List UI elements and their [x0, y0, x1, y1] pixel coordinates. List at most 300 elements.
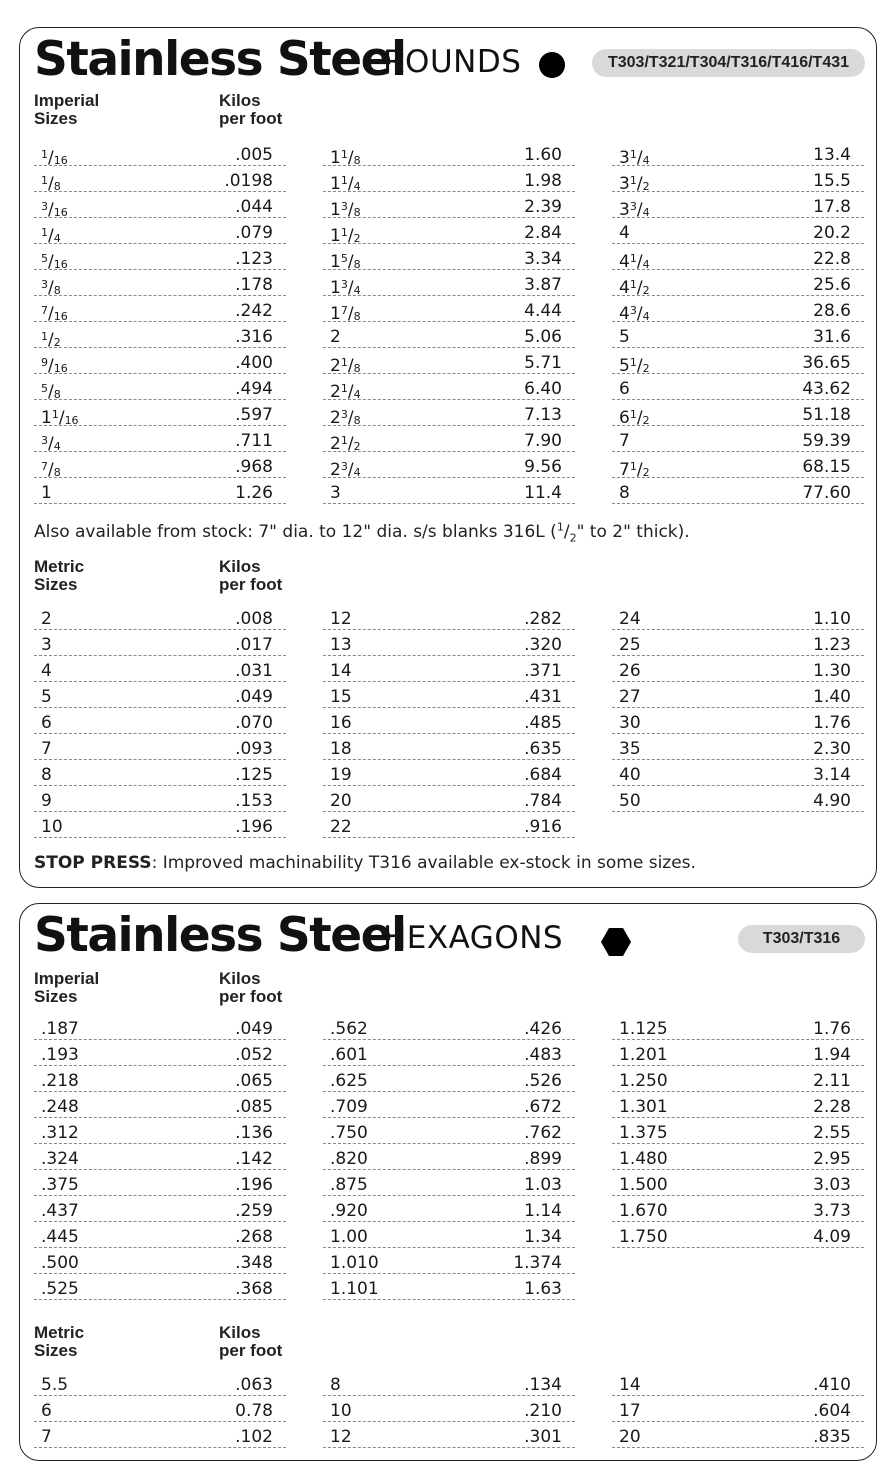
hexagons-metric-col-2: [323, 1370, 575, 1448]
hexagons-metric-col-1: [34, 1370, 286, 1448]
table-row: [323, 630, 575, 656]
kilos-cell: .031: [235, 661, 273, 681]
kilos-cell: .196: [235, 817, 273, 837]
kilos-cell: 1.63: [524, 1279, 562, 1299]
kilos-cell: .008: [235, 609, 273, 629]
table-row: [612, 1196, 864, 1222]
kilos-cell: .371: [524, 661, 562, 681]
table-row: [34, 812, 286, 838]
table-row: [323, 682, 575, 708]
kilos-cell: .268: [235, 1227, 273, 1247]
table-row: [34, 682, 286, 708]
size-cell: .562: [330, 1019, 368, 1039]
table-row: [34, 140, 286, 166]
table-row: [323, 760, 575, 786]
size-cell: 6: [41, 1401, 52, 1421]
size-cell: 1.480: [619, 1149, 668, 1169]
table-row: [323, 1014, 575, 1040]
kilos-cell: .065: [235, 1071, 273, 1091]
kilos-cell: .526: [524, 1071, 562, 1091]
kilos-cell: 11.4: [524, 483, 562, 503]
header-line: Metric: [34, 557, 85, 576]
table-row: [612, 630, 864, 656]
table-row: [612, 708, 864, 734]
kilos-cell: 36.65: [802, 353, 851, 373]
size-cell: 5: [619, 327, 630, 347]
table-row: [612, 1092, 864, 1118]
table-row: [323, 400, 575, 426]
table-row: [612, 682, 864, 708]
size-cell: $7^1/_2$: [619, 460, 650, 480]
table-row: [612, 244, 864, 270]
kilos-cell: .597: [235, 405, 273, 425]
table-row: [612, 1040, 864, 1066]
size-cell: $2^3/_8$: [330, 408, 361, 428]
table-row: [323, 322, 575, 348]
table-row: [34, 1196, 286, 1222]
kilos-cell: .079: [235, 223, 273, 243]
size-cell: 1.750: [619, 1227, 668, 1247]
table-row: [612, 1066, 864, 1092]
table-row: [34, 760, 286, 786]
table-row: [323, 1396, 575, 1422]
size-cell: 17: [619, 1401, 641, 1421]
rounds-panel: [19, 27, 877, 888]
header-line: Sizes: [34, 575, 78, 594]
kilos-cell: 1.76: [813, 1019, 851, 1039]
kilos-cell: 13.4: [813, 145, 851, 165]
kilos-cell: 6.40: [524, 379, 562, 399]
table-row: [34, 270, 286, 296]
kilos-cell: .483: [524, 1045, 562, 1065]
table-row: [612, 140, 864, 166]
table-row: [612, 1014, 864, 1040]
size-cell: 9: [41, 791, 52, 811]
kilos-cell: .259: [235, 1201, 273, 1221]
table-row: [612, 604, 864, 630]
rounds-metric-col-3: [612, 604, 864, 812]
rounds-stock-note: [34, 516, 690, 549]
size-cell: 2: [41, 609, 52, 629]
size-cell: 1.101: [330, 1279, 379, 1299]
table-row: [612, 1396, 864, 1422]
table-row: [34, 218, 286, 244]
kilos-cell: 1.60: [524, 145, 562, 165]
size-cell: 25: [619, 635, 641, 655]
size-cell: 12: [330, 609, 352, 629]
kilos-cell: .049: [235, 1019, 273, 1039]
hexagons-imperial-kilos-header: [219, 970, 282, 1006]
kilos-cell: 5.06: [524, 327, 562, 347]
kilos-cell: .684: [524, 765, 562, 785]
table-row: [323, 166, 575, 192]
kilos-cell: .242: [235, 301, 273, 321]
table-row: [323, 140, 575, 166]
size-cell: $^7/_8$: [41, 460, 61, 480]
kilos-cell: 20.2: [813, 223, 851, 243]
rounds-imperial-col-1: [34, 140, 286, 504]
header-line: Sizes: [34, 109, 78, 128]
kilos-cell: 1.14: [524, 1201, 562, 1221]
kilos-cell: 3.14: [813, 765, 851, 785]
table-row: [612, 1370, 864, 1396]
table-row: [34, 1274, 286, 1300]
table-row: [34, 1422, 286, 1448]
table-row: [612, 734, 864, 760]
size-cell: $^3/_{16}$: [41, 200, 68, 220]
table-row: [34, 708, 286, 734]
rounds-imperial-col-3: [612, 140, 864, 504]
kilos-cell: 77.60: [802, 483, 851, 503]
size-cell: 30: [619, 713, 641, 733]
table-row: [323, 1118, 575, 1144]
size-cell: .445: [41, 1227, 79, 1247]
size-cell: 1.250: [619, 1071, 668, 1091]
table-row: [323, 1196, 575, 1222]
kilos-cell: .052: [235, 1045, 273, 1065]
size-cell: .312: [41, 1123, 79, 1143]
stop-press-text: : Improved machinability T316 available ex-stock in some sizes.: [151, 853, 696, 873]
size-cell: .525: [41, 1279, 79, 1299]
size-cell: .625: [330, 1071, 368, 1091]
kilos-cell: 9.56: [524, 457, 562, 477]
size-cell: .500: [41, 1253, 79, 1273]
hexagons-imperial-col-2: [323, 1014, 575, 1300]
kilos-cell: .049: [235, 687, 273, 707]
table-row: [323, 1170, 575, 1196]
size-cell: 14: [330, 661, 352, 681]
kilos-cell: .063: [235, 1375, 273, 1395]
size-cell: 1.010: [330, 1253, 379, 1273]
kilos-cell: .136: [235, 1123, 273, 1143]
kilos-cell: 1.76: [813, 713, 851, 733]
kilos-cell: .005: [235, 145, 273, 165]
table-row: [34, 192, 286, 218]
kilos-cell: 2.11: [813, 1071, 851, 1091]
table-row: [323, 1144, 575, 1170]
size-cell: 14: [619, 1375, 641, 1395]
size-cell: 5.5: [41, 1375, 69, 1395]
size-cell: $1^3/_8$: [330, 200, 361, 220]
kilos-cell: .316: [235, 327, 273, 347]
table-row: [612, 400, 864, 426]
size-cell: 50: [619, 791, 641, 811]
size-cell: 7: [41, 739, 52, 759]
kilos-cell: .672: [524, 1097, 562, 1117]
kilos-cell: 1.26: [235, 483, 273, 503]
hexagons-grades-badge: T303/T316: [738, 925, 865, 953]
table-row: [34, 1040, 286, 1066]
size-cell: 10: [330, 1401, 352, 1421]
size-cell: .218: [41, 1071, 79, 1091]
hexagons-metric-size-header: [34, 1324, 84, 1360]
header-line: Metric: [34, 1323, 85, 1342]
kilos-cell: 1.40: [813, 687, 851, 707]
rounds-metric-col-2: [323, 604, 575, 838]
size-cell: 2: [330, 327, 341, 347]
size-cell: 18: [330, 739, 352, 759]
header-line: per foot: [219, 987, 283, 1006]
table-row: [34, 1092, 286, 1118]
rounds-grades-badge: T303/T321/T304/T316/T416/T431: [592, 49, 865, 77]
size-cell: 20: [619, 1427, 641, 1447]
kilos-cell: .102: [235, 1427, 273, 1447]
kilos-cell: .282: [524, 609, 562, 629]
kilos-cell: .426: [524, 1019, 562, 1039]
size-cell: 5: [41, 687, 52, 707]
table-row: [612, 656, 864, 682]
table-row: [612, 166, 864, 192]
size-cell: 1.201: [619, 1045, 668, 1065]
table-row: [323, 1066, 575, 1092]
kilos-cell: .070: [235, 713, 273, 733]
table-row: [612, 760, 864, 786]
size-cell: $4^1/_2$: [619, 278, 650, 298]
hexagons-metric-kilos-header: [219, 1324, 282, 1360]
table-row: [323, 296, 575, 322]
header-line: Kilos: [219, 91, 261, 110]
size-cell: .187: [41, 1019, 79, 1039]
table-row: [323, 374, 575, 400]
rounds-imperial-kilos-header: [219, 92, 282, 128]
table-row: [34, 786, 286, 812]
size-cell: 7: [619, 431, 630, 451]
header-line: Kilos: [219, 969, 261, 988]
size-cell: 24: [619, 609, 641, 629]
table-row: [34, 296, 286, 322]
kilos-cell: 2.30: [813, 739, 851, 759]
table-row: [323, 708, 575, 734]
size-cell: 40: [619, 765, 641, 785]
size-cell: $2^1/_8$: [330, 356, 361, 376]
size-cell: $1^5/_8$: [330, 252, 361, 272]
size-cell: .750: [330, 1123, 368, 1143]
table-row: [323, 812, 575, 838]
size-cell: .709: [330, 1097, 368, 1117]
table-row: [34, 604, 286, 630]
table-row: [34, 734, 286, 760]
size-cell: $^5/_8$: [41, 382, 61, 402]
kilos-cell: .916: [524, 817, 562, 837]
hexagons-subtitle: HEXAGONS: [383, 920, 564, 956]
hexagons-imperial-size-header: [34, 970, 99, 1006]
size-cell: 15: [330, 687, 352, 707]
hexagons-metric-col-3: [612, 1370, 864, 1448]
kilos-cell: 59.39: [802, 431, 851, 451]
kilos-cell: 31.6: [813, 327, 851, 347]
size-cell: .248: [41, 1097, 79, 1117]
kilos-cell: .899: [524, 1149, 562, 1169]
table-row: [34, 1118, 286, 1144]
kilos-cell: .835: [813, 1427, 851, 1447]
table-row: [323, 244, 575, 270]
kilos-cell: 22.8: [813, 249, 851, 269]
kilos-cell: 1.23: [813, 635, 851, 655]
kilos-cell: .485: [524, 713, 562, 733]
size-cell: $^7/_{16}$: [41, 304, 68, 324]
kilos-cell: 17.8: [813, 197, 851, 217]
kilos-cell: .196: [235, 1175, 273, 1195]
hexagon-bar-icon: [600, 926, 632, 958]
table-row: [612, 1118, 864, 1144]
kilos-cell: 2.39: [524, 197, 562, 217]
size-cell: .601: [330, 1045, 368, 1065]
kilos-cell: 51.18: [802, 405, 851, 425]
kilos-cell: 4.44: [524, 301, 562, 321]
size-cell: 1.301: [619, 1097, 668, 1117]
table-row: [323, 1092, 575, 1118]
table-row: [34, 166, 286, 192]
header-line: per foot: [219, 1341, 283, 1360]
size-cell: .193: [41, 1045, 79, 1065]
table-row: [323, 604, 575, 630]
size-cell: 27: [619, 687, 641, 707]
header-line: Kilos: [219, 557, 261, 576]
kilos-cell: 1.34: [524, 1227, 562, 1247]
kilos-cell: .348: [235, 1253, 273, 1273]
table-row: [34, 1170, 286, 1196]
table-row: [34, 1370, 286, 1396]
table-row: [612, 786, 864, 812]
table-row: [323, 1274, 575, 1300]
header-line: Kilos: [219, 1323, 261, 1342]
header-line: per foot: [219, 575, 283, 594]
size-cell: 19: [330, 765, 352, 785]
size-cell: 13: [330, 635, 352, 655]
hexagons-title: Stainless Steel: [34, 908, 406, 963]
kilos-cell: 0.78: [235, 1401, 273, 1421]
kilos-cell: 1.30: [813, 661, 851, 681]
round-bar-icon: [539, 52, 565, 78]
size-cell: 4: [619, 223, 630, 243]
kilos-cell: 2.28: [813, 1097, 851, 1117]
kilos-cell: 3.87: [524, 275, 562, 295]
kilos-cell: 15.5: [813, 171, 851, 191]
kilos-cell: .784: [524, 791, 562, 811]
kilos-cell: .494: [235, 379, 273, 399]
size-cell: 7: [41, 1427, 52, 1447]
rounds-metric-size-header: [34, 558, 84, 594]
size-cell: 1.125: [619, 1019, 668, 1039]
table-row: [323, 452, 575, 478]
table-row: [323, 786, 575, 812]
kilos-cell: 1.94: [813, 1045, 851, 1065]
size-cell: $4^3/_4$: [619, 304, 650, 324]
size-cell: $2^1/_2$: [330, 434, 361, 454]
table-row: [612, 192, 864, 218]
kilos-cell: .968: [235, 457, 273, 477]
table-row: [323, 1222, 575, 1248]
header-line: per foot: [219, 109, 283, 128]
size-cell: 10: [41, 817, 63, 837]
size-cell: $1^7/_8$: [330, 304, 361, 324]
size-cell: .375: [41, 1175, 79, 1195]
kilos-cell: 3.34: [524, 249, 562, 269]
size-cell: .920: [330, 1201, 368, 1221]
rounds-imperial-col-2: [323, 140, 575, 504]
table-row: [34, 478, 286, 504]
kilos-cell: .368: [235, 1279, 273, 1299]
header-line: Imperial: [34, 969, 100, 988]
rounds-metric-col-1: [34, 604, 286, 838]
kilos-cell: 4.90: [813, 791, 851, 811]
table-row: [34, 656, 286, 682]
kilos-cell: 1.03: [524, 1175, 562, 1195]
kilos-cell: 1.10: [813, 609, 851, 629]
kilos-cell: 1.98: [524, 171, 562, 191]
kilos-cell: 68.15: [802, 457, 851, 477]
table-row: [612, 452, 864, 478]
size-cell: 20: [330, 791, 352, 811]
size-cell: $4^1/_4$: [619, 252, 650, 272]
table-row: [323, 218, 575, 244]
kilos-cell: 1.374: [513, 1253, 562, 1273]
size-cell: $2^3/_4$: [330, 460, 361, 480]
kilos-cell: .301: [524, 1427, 562, 1447]
table-row: [34, 348, 286, 374]
size-cell: $1^1/_2$: [330, 226, 361, 246]
kilos-cell: .400: [235, 353, 273, 373]
size-cell: 6: [619, 379, 630, 399]
table-row: [612, 296, 864, 322]
table-row: [34, 630, 286, 656]
table-row: [34, 1144, 286, 1170]
size-cell: $^1/_8$: [41, 174, 61, 194]
kilos-cell: .142: [235, 1149, 273, 1169]
kilos-cell: 43.62: [802, 379, 851, 399]
size-cell: 1: [41, 483, 52, 503]
header-line: Sizes: [34, 1341, 78, 1360]
table-row: [612, 374, 864, 400]
size-cell: 3: [330, 483, 341, 503]
size-cell: $^9/_{16}$: [41, 356, 68, 376]
rounds-title: Stainless Steel: [34, 32, 406, 87]
table-row: [323, 1040, 575, 1066]
table-row: [612, 478, 864, 504]
table-row: [612, 426, 864, 452]
table-row: [323, 1370, 575, 1396]
size-cell: $3^3/_4$: [619, 200, 650, 220]
size-cell: 1.670: [619, 1201, 668, 1221]
size-cell: $^1/_2$: [41, 330, 61, 350]
kilos-cell: .178: [235, 275, 273, 295]
rounds-subtitle: ROUNDS: [383, 44, 522, 80]
table-row: [323, 192, 575, 218]
kilos-cell: .635: [524, 739, 562, 759]
header-line: Imperial: [34, 91, 100, 110]
size-cell: $^5/_{16}$: [41, 252, 68, 272]
kilos-cell: .085: [235, 1097, 273, 1117]
table-row: [34, 1248, 286, 1274]
kilos-cell: 4.09: [813, 1227, 851, 1247]
table-row: [34, 1014, 286, 1040]
kilos-cell: .210: [524, 1401, 562, 1421]
kilos-cell: .410: [813, 1375, 851, 1395]
kilos-cell: .320: [524, 635, 562, 655]
size-cell: 6: [41, 713, 52, 733]
size-cell: 26: [619, 661, 641, 681]
size-cell: $3^1/_2$: [619, 174, 650, 194]
size-cell: $^1/_{16}$: [41, 148, 68, 168]
table-row: [612, 270, 864, 296]
rounds-imperial-size-header: [34, 92, 99, 128]
size-cell: $^1/_4$: [41, 226, 61, 246]
table-row: [323, 1422, 575, 1448]
size-cell: .875: [330, 1175, 368, 1195]
kilos-cell: .762: [524, 1123, 562, 1143]
kilos-cell: .153: [235, 791, 273, 811]
table-row: [612, 348, 864, 374]
